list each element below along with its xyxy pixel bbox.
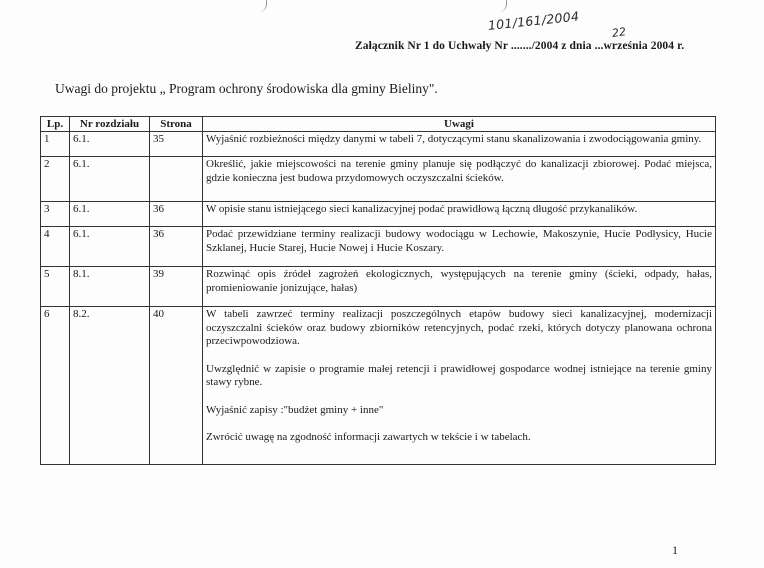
table-row <box>41 267 716 307</box>
table-body <box>41 132 716 465</box>
header-chapter-number: Nr rozdziału <box>70 117 150 132</box>
cell-chapter-number: 6.1. <box>70 132 150 157</box>
cell-remarks <box>203 132 716 157</box>
cell-page: 36 <box>150 202 203 227</box>
cell-lp: 2 <box>41 157 70 202</box>
cell-lp: 1 <box>41 132 70 157</box>
cell-page: 40 <box>150 307 203 465</box>
table-row <box>41 202 716 227</box>
annex-header: Załącznik Nr 1 do Uchwały Nr ......./2004 z dnia ...września 2004 r. <box>355 40 685 52</box>
remark-paragraph: Uwzględnić w zapisie o programie małej retencji i prawidłowej gospodarce wodnej istniejące na terenie gminy stawy rybne. <box>206 362 712 388</box>
table-header-row <box>41 117 716 132</box>
table-row <box>41 307 716 465</box>
remark-paragraph: Podać przewidziane terminy realizacji budowy wodociągu w Lechowie, Makoszynie, Hucie Podłysicy, Hucie Szklanej, Hucie Starej, Hucie Nowej i Hucie Koszary. <box>206 228 712 254</box>
remark-paragraph: W tabeli zawrzeć terminy realizacji poszczególnych etapów budowy sieci kanalizacyjnej, modernizacji oczyszczalni ścieków oraz budowy zbiorników retencyjnych, podać rzeki, których dotyczy planowana ochrona przeciwpowodziowa. <box>206 308 712 347</box>
cell-remarks <box>203 157 716 202</box>
cell-remarks <box>203 267 716 307</box>
cell-lp: 3 <box>41 202 70 227</box>
table-row <box>41 157 716 202</box>
cell-remarks <box>203 202 716 227</box>
table-row <box>41 132 716 157</box>
handwritten-resolution-number: 101/161/2004 <box>487 8 580 33</box>
handwritten-day: 22 <box>611 25 627 40</box>
cell-page <box>150 157 203 202</box>
remark-paragraph: Wyjaśnić rozbieżności między danymi w tabeli 7, dotyczącymi stanu skanalizowania i zwodociągowania gminy. <box>206 133 702 145</box>
header-remarks: Uwagi <box>203 117 716 132</box>
cell-remarks <box>203 227 716 267</box>
cell-chapter-number: 8.1. <box>70 267 150 307</box>
remark-paragraph: Zwrócić uwagę na zgodność informacji zawartych w tekście i w tabelach. <box>206 431 531 443</box>
remark-paragraph: Określić, jakie miejscowości na terenie gminy planuje się podłączyć do kanalizacji zbiorowej. Podać miejsca, gdzie konieczna jest budowa przydomowych oczyszczalni ścieków. <box>206 158 712 184</box>
cell-page: 35 <box>150 132 203 157</box>
cell-lp: 6 <box>41 307 70 465</box>
cell-page: 39 <box>150 267 203 307</box>
remarks-table <box>40 116 716 465</box>
cell-page: 36 <box>150 227 203 267</box>
page-number: 1 <box>672 543 678 557</box>
cell-lp: 5 <box>41 267 70 307</box>
remark-paragraph: W opisie stanu istniejącego sieci kanalizacyjnej podać prawidłową łączną długość przykanalików. <box>206 203 638 215</box>
table-row <box>41 227 716 267</box>
remark-paragraph: Wyjaśnić zapisy :"budżet gminy + inne" <box>206 403 384 416</box>
scan-artifact <box>498 0 507 12</box>
scan-artifact <box>258 0 267 12</box>
cell-chapter-number: 6.1. <box>70 157 150 202</box>
cell-chapter-number: 8.2. <box>70 307 150 465</box>
header-lp: Lp. <box>41 117 70 132</box>
document-title: Uwagi do projektu „ Program ochrony środowiska dla gminy Bieliny". <box>55 81 438 96</box>
remark-paragraph: Rozwinąć opis źródeł zagrożeń ekologicznych, występujących na terenie gminy (ścieki, odpady, hałas, promieniowanie jonizujące, hałas) <box>206 268 712 294</box>
cell-chapter-number: 6.1. <box>70 202 150 227</box>
cell-remarks <box>203 307 716 465</box>
header-page: Strona <box>150 117 203 132</box>
cell-lp: 4 <box>41 227 70 267</box>
cell-chapter-number: 6.1. <box>70 227 150 267</box>
